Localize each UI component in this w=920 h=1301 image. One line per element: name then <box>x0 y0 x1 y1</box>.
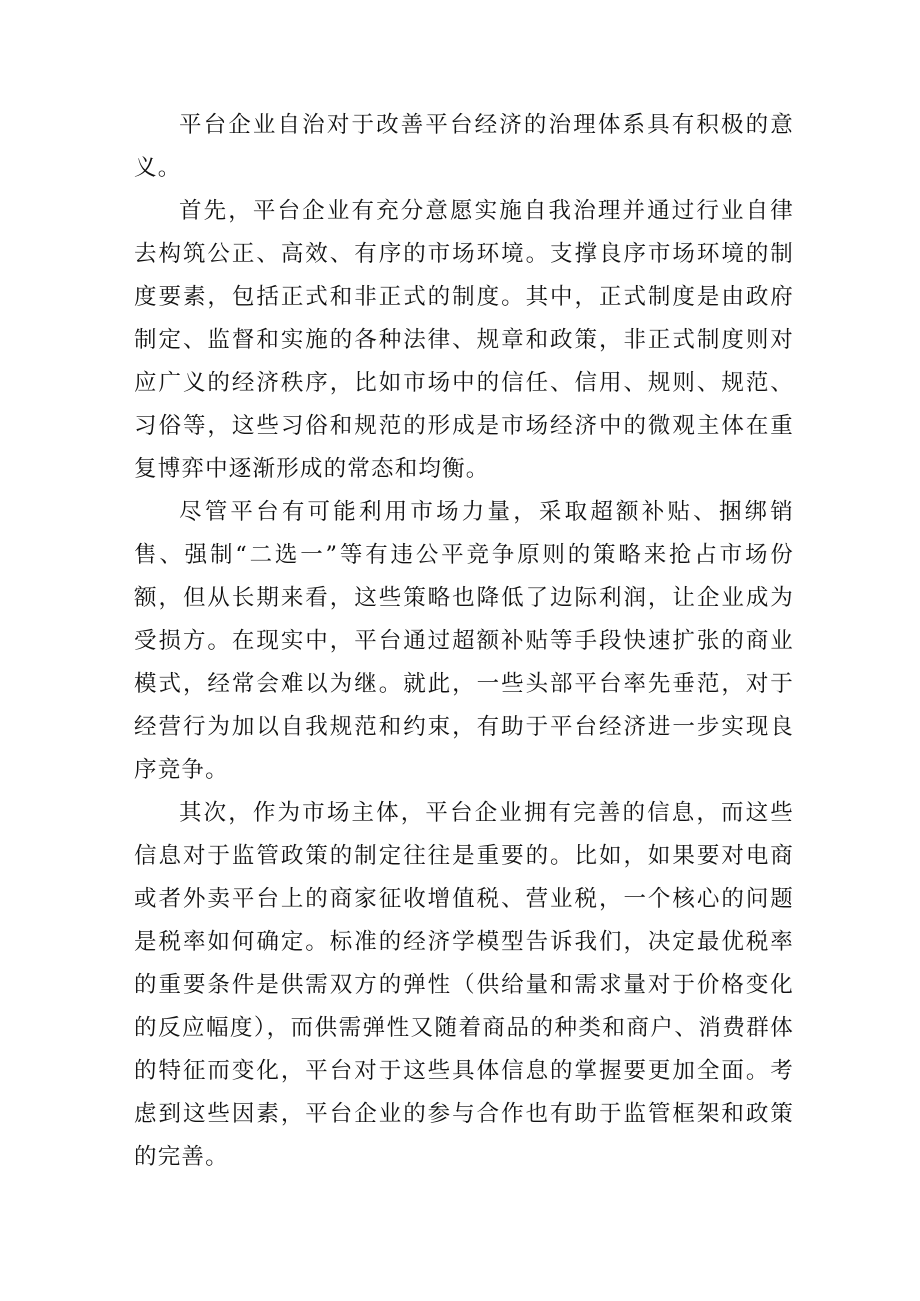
paragraph-second-point: 其次，作为市场主体，平台企业拥有完善的信息，而这些信息对于监管政策的制定往往是重要的。比如，如果要对电商或者外卖平台上的商家征收增值税、营业税，一个核心的问题是税率如何确定。标准的经济学模型告诉我们，决定最优税率的重要条件是供需双方的弹性（供给量和需求量对于价格变化的反应幅度），而供需弹性又随着商品的种类和商户、消费群体的特征而变化，平台对于这些具体信息的掌握要更加全面。考虑到这些因素，平台企业的参与合作也有助于监管框架和政策的完善。 <box>134 800 794 1170</box>
paragraph-intro: 平台企业自治对于改善平台经济的治理体系具有积极的意义。 <box>134 112 794 181</box>
paragraph-subsidy-competition: 尽管平台有可能利用市场力量，采取超额补贴、捆绑销售、强制“二选一”等有违公平竞争原则的策略来抢占市场份额，但从长期来看，这些策略也降低了边际利润，让企业成为受损方。在现实中，平台通过超额补贴等手段快速扩张的商业模式，经常会难以为继。就此，一些头部平台率先垂范，对于经营行为加以自我规范和约束，有助于平台经济进一步实现良序竞争。 <box>134 499 794 783</box>
document-body <box>134 104 794 1179</box>
paragraph-first-point: 首先，平台企业有充分意愿实施自我治理并通过行业自律去构筑公正、高效、有序的市场环境。支撑良序市场环境的制度要素，包括正式和非正式的制度。其中，正式制度是由政府制定、监督和实施的各种法律、规章和政策，非正式制度则对应广义的经济秩序，比如市场中的信任、信用、规则、规范、习俗等，这些习俗和规范的形成是市场经济中的微观主体在重复博弈中逐渐形成的常态和均衡。 <box>134 198 794 482</box>
